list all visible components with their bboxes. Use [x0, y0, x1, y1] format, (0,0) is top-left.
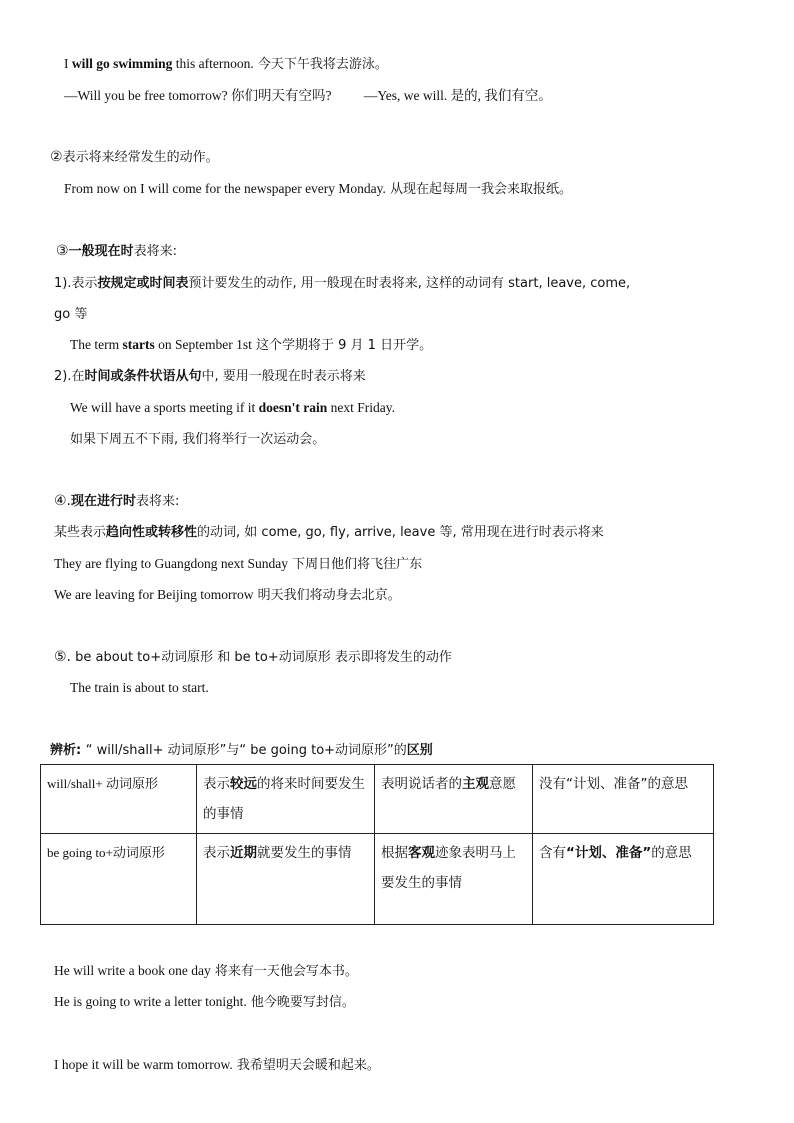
table-cell: will/shall+ 动词原形	[41, 765, 197, 834]
table-cell: be going to+动词原形	[41, 834, 197, 925]
example-train: The train is about to start.	[70, 680, 209, 695]
rule-progressive: 某些表示趋向性或转移性的动词, 如 come, go, fly, arrive, leave 等, 常用现在进行时表示将来	[54, 525, 604, 540]
example-newspaper: From now on I will come for the newspaper every Monday. 从现在起每周一我会来取报纸。	[64, 181, 573, 197]
comparison-table	[40, 764, 714, 925]
example-flying: They are flying to Guangdong next Sunday 下周日他们将飞往广东	[54, 556, 423, 572]
rule-1-continued: go 等	[54, 307, 88, 322]
table-cell: 表示近期就要发生的事情	[197, 834, 375, 925]
example-write-letter: He is going to write a letter tonight. 他今晚要写封信。	[54, 994, 355, 1010]
table-row	[41, 765, 714, 834]
table-cell: 没有“计划、准备”的意思	[533, 765, 714, 834]
comparison-heading: 辨析: “ will/shall+ 动词原形”与“ be going to+动词原形”的区别	[50, 743, 433, 758]
example-sports-meeting-translation: 如果下周五不下雨, 我们将举行一次运动会。	[70, 432, 326, 447]
example-leaving: We are leaving for Beijing tomorrow 明天我们将动身去北京。	[54, 587, 401, 603]
table-row	[41, 834, 714, 925]
table-cell: 含有“计划、准备”的意思	[533, 834, 714, 925]
section-3-heading: ③一般现在时表将来:	[56, 243, 177, 259]
example-sports-meeting: We will have a sports meeting if it doesn't rain next Friday.	[70, 400, 396, 415]
rule-1-timetable: 1).表示按规定或时间表预计要发生的动作, 用一般现在时表将来, 这样的动词有 start, leave, come,	[54, 276, 631, 291]
table-cell: 表明说话者的主观意愿	[375, 765, 533, 834]
example-will-go-swimming: I will go swimming this afternoon. 今天下午我将去游泳。	[64, 56, 388, 72]
example-dialog: —Will you be free tomorrow? 你们明天有空吗? —Yes, we will. 是的, 我们有空。	[64, 88, 552, 103]
rule-2-clauses: 2).在时间或条件状语从句中, 要用一般现在时表示将来	[54, 369, 366, 384]
example-write-book: He will write a book one day 将来有一天他会写本书。	[54, 963, 358, 979]
example-term-starts: The term starts on September 1st 这个学期将于 9 月 1 日开学。	[70, 337, 433, 353]
table-cell: 表示较远的将来时间要发生的事情	[197, 765, 375, 834]
section-4-heading: ④.现在进行时表将来:	[54, 493, 180, 509]
section-5-heading: ⑤. be about to+动词原形 和 be to+动词原形 表示即将发生的动作	[54, 649, 452, 665]
table-cell: 根据客观迹象表明马上要发生的事情	[375, 834, 533, 925]
section-2-heading: ②表示将来经常发生的动作。	[50, 149, 219, 165]
example-warm-tomorrow: I hope it will be warm tomorrow. 我希望明天会暖和起来。	[54, 1057, 380, 1073]
